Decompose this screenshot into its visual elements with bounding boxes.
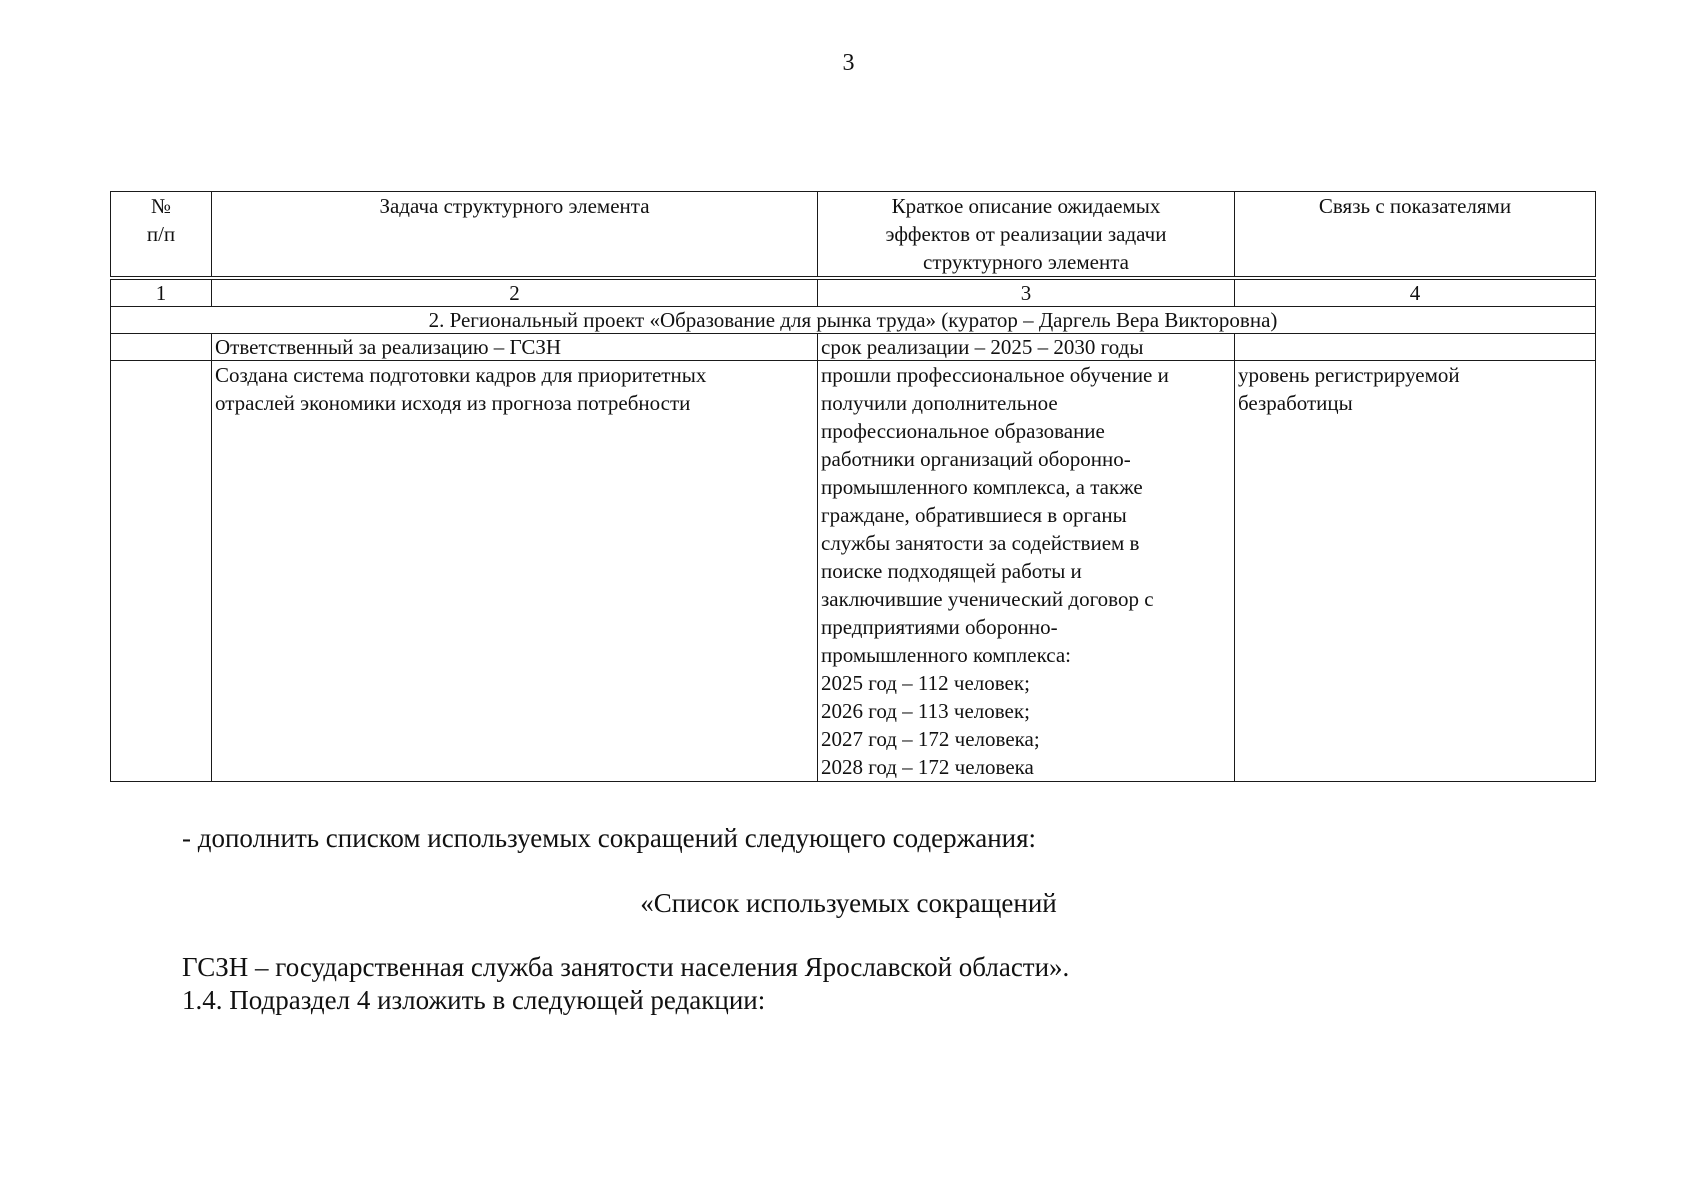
task-row <box>111 361 1596 782</box>
header-effects-line: структурного элемента <box>923 250 1129 274</box>
column-number: 1 <box>111 280 212 307</box>
section-title-row <box>111 307 1596 334</box>
effect-line: получили дополнительное <box>821 391 1058 415</box>
indicator-line: безработицы <box>1238 391 1353 415</box>
section-title: 2. Региональный проект «Образование для рынка труда» (куратор – Даргель Вера Викторовна) <box>111 307 1596 334</box>
header-effects-line: Краткое описание ожидаемых <box>891 194 1161 218</box>
abbreviation-definition: ГСЗН – государственная служба занятости населения Ярославской области». <box>182 952 1070 982</box>
column-number: 3 <box>818 280 1235 307</box>
effect-line-year: 2026 год – 113 человек; <box>821 699 1030 723</box>
task-number <box>111 361 212 782</box>
effect-line: прошли профессиональное обучение и <box>821 363 1169 387</box>
effect-line: службы занятости за содействием в <box>821 531 1140 555</box>
header-indicators: Связь с показателями <box>1235 192 1596 277</box>
effect-line: работники организаций оборонно- <box>821 447 1131 471</box>
column-number: 4 <box>1235 280 1596 307</box>
effect-line-year: 2028 год – 172 человека <box>821 755 1034 779</box>
effect-line: граждане, обратившиеся в органы <box>821 503 1127 527</box>
responsible-indicator <box>1235 334 1596 361</box>
task-line: Создана система подготовки кадров для приоритетных <box>215 363 707 387</box>
responsible-task: Ответственный за реализацию – ГСЗН <box>212 334 818 361</box>
task-line: отраслей экономики исходя из прогноза потребности <box>215 391 691 415</box>
effect-line: предприятиями оборонно- <box>821 615 1058 639</box>
effect-line: профессиональное образование <box>821 419 1105 443</box>
effect-line: заключившие ученический договор с <box>821 587 1154 611</box>
header-number <box>111 192 212 277</box>
indicator-link <box>1235 361 1596 782</box>
column-number: 2 <box>212 280 818 307</box>
effect-line: промышленного комплекса, а также <box>821 475 1143 499</box>
effect-line-year: 2025 год – 112 человек; <box>821 671 1030 695</box>
header-number-line: п/п <box>146 222 176 246</box>
responsible-number <box>111 334 212 361</box>
indicator-line: уровень регистрируемой <box>1238 363 1460 387</box>
task-description <box>212 361 818 782</box>
effect-line: поиске подходящей работы и <box>821 559 1082 583</box>
structural-elements-table <box>110 191 1596 782</box>
expected-effects <box>818 361 1235 782</box>
abbreviations-list-title: «Список используемых сокращений <box>640 888 1057 918</box>
supplement-paragraph: - дополнить списком используемых сокращений следующего содержания: <box>182 823 1037 853</box>
header-task: Задача структурного элемента <box>212 192 818 277</box>
table-header-row <box>111 192 1596 277</box>
page-number: 3 <box>842 50 855 76</box>
header-number-line: № <box>150 194 172 218</box>
subsection-instruction: 1.4. Подраздел 4 изложить в следующей редакции: <box>182 985 766 1015</box>
responsible-term: срок реализации – 2025 – 2030 годы <box>818 334 1235 361</box>
header-effects <box>818 192 1235 277</box>
effect-line: промышленного комплекса: <box>821 643 1072 667</box>
effect-line-year: 2027 год – 172 человека; <box>821 727 1040 751</box>
column-numbers-row <box>111 280 1596 307</box>
header-effects-line: эффектов от реализации задачи <box>885 222 1167 246</box>
responsible-row <box>111 334 1596 361</box>
